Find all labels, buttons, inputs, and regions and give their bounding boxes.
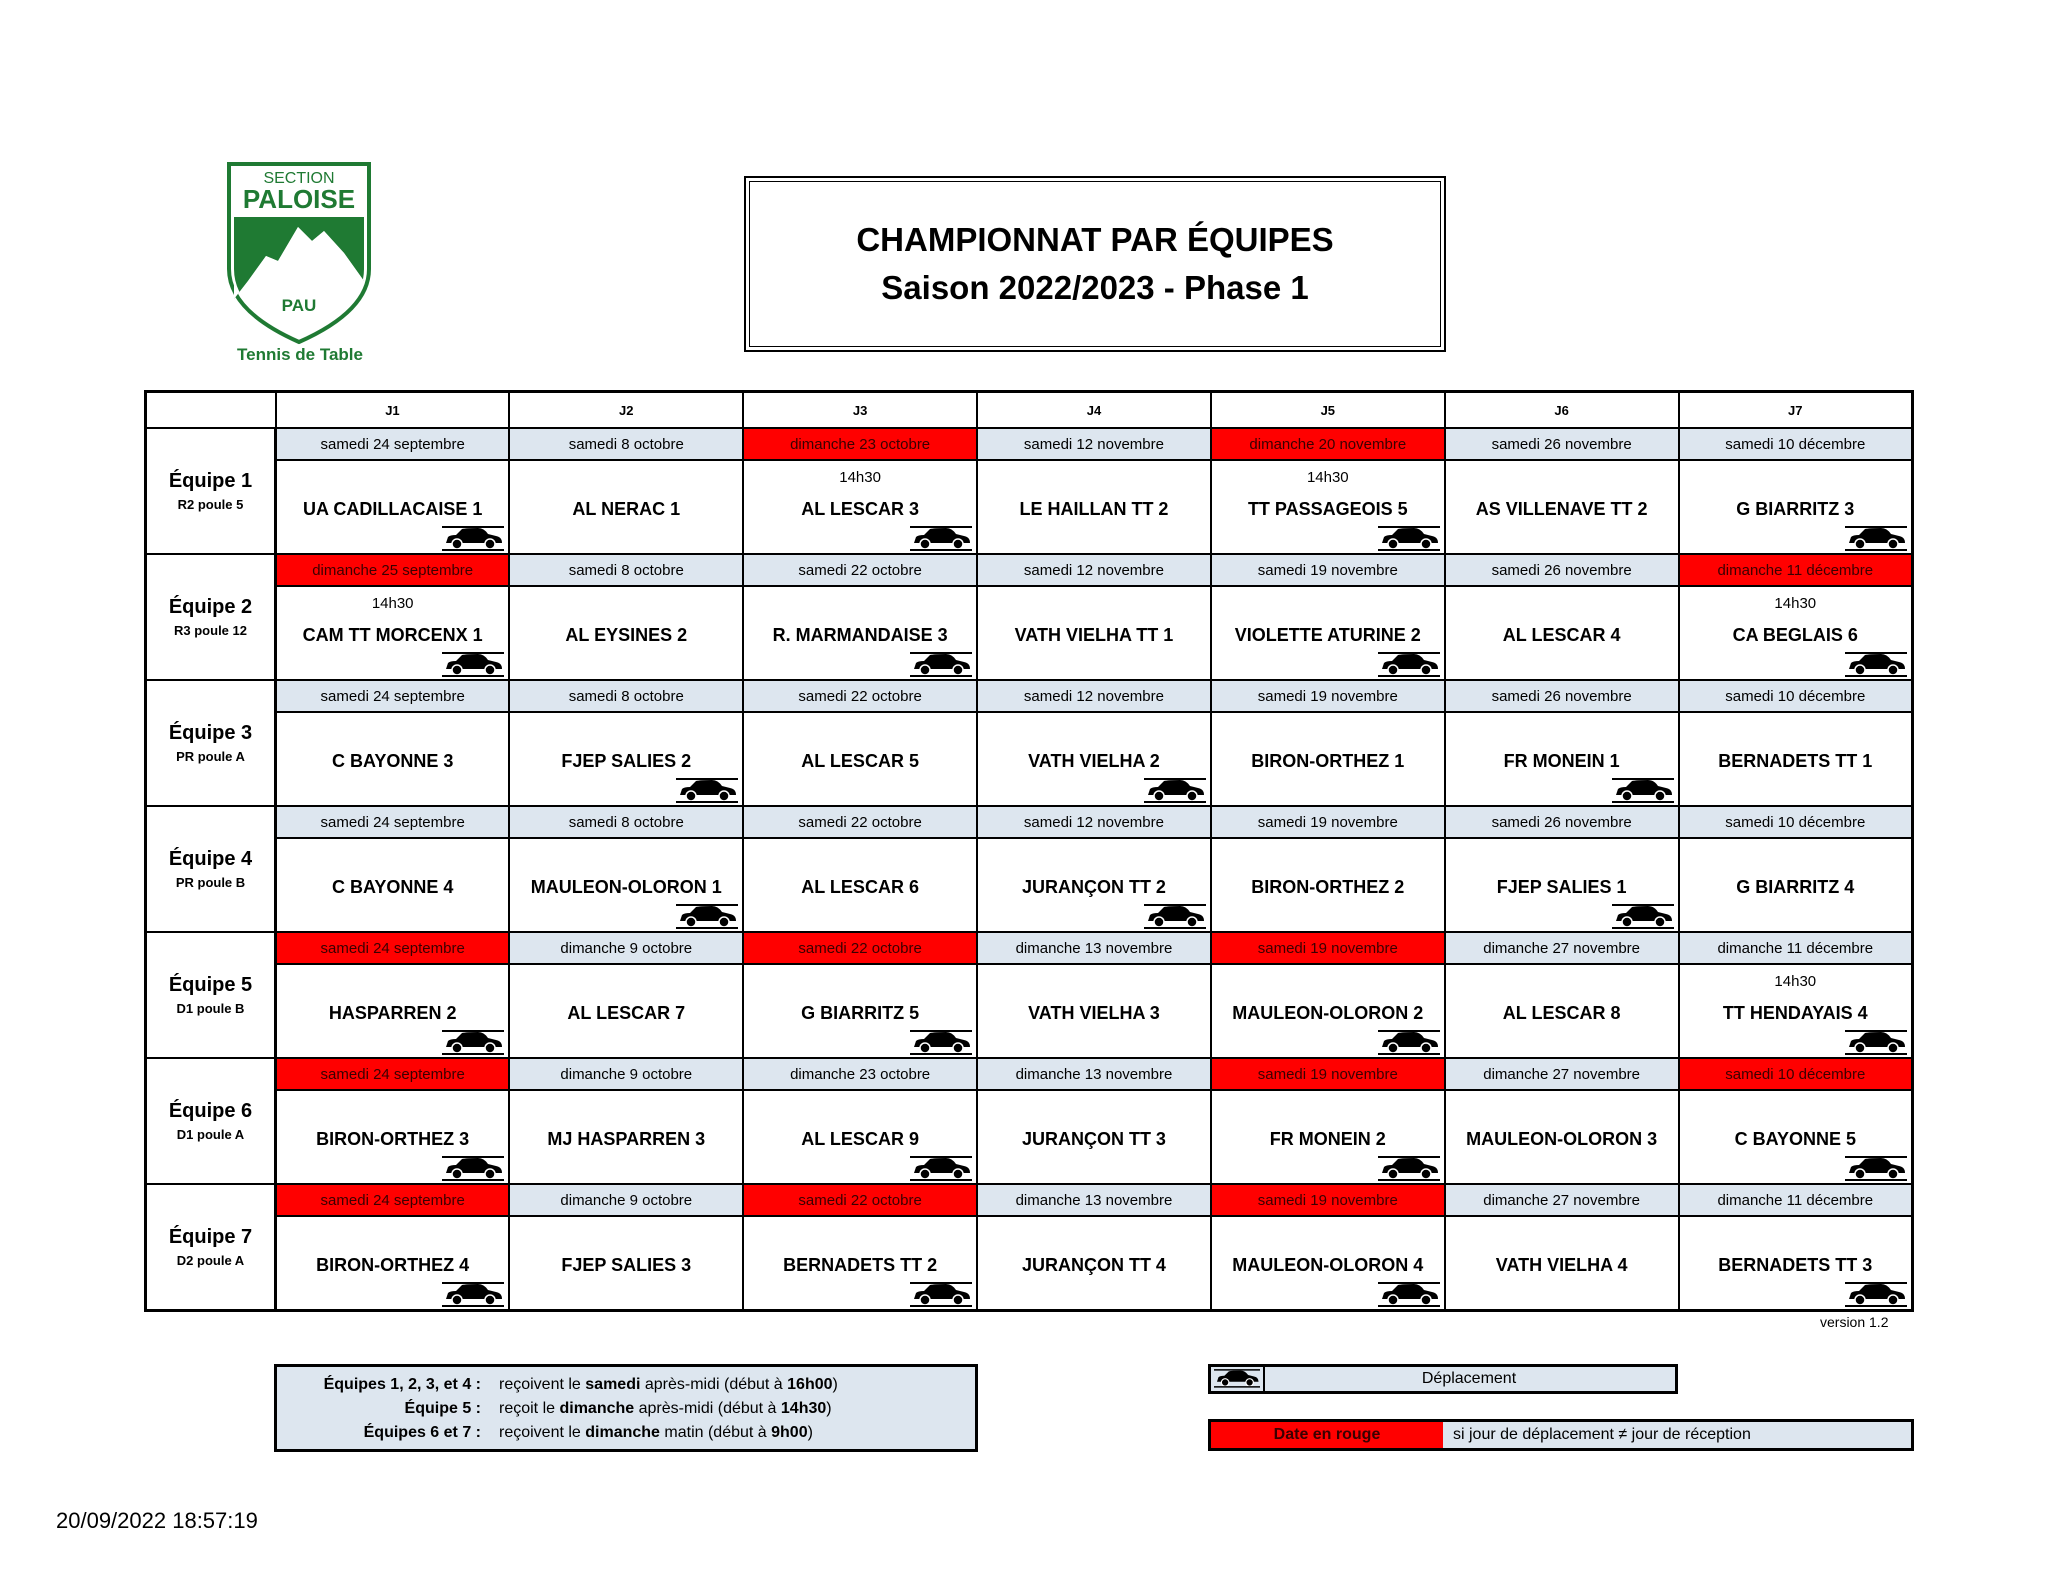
match-cell	[1211, 712, 1445, 806]
car-icon	[1378, 651, 1440, 677]
car-icon	[1845, 1029, 1907, 1055]
column-header: J6	[1445, 392, 1679, 429]
legend-key: Équipes 6 et 7 :	[363, 1424, 481, 1441]
opponent-name: VATH VIELHA TT 1	[1014, 625, 1174, 645]
match-cell	[1445, 1216, 1679, 1311]
match-date: samedi 24 septembre	[276, 806, 510, 838]
car-icon	[1845, 651, 1907, 677]
column-header: J1	[276, 392, 510, 429]
match-row	[146, 712, 1913, 806]
car-icon	[1144, 903, 1206, 929]
opponent-name: LE HAILLAN TT 2	[1019, 499, 1169, 519]
car-icon	[1378, 1029, 1440, 1055]
team-name: Équipe 5	[168, 974, 253, 996]
match-cell	[1679, 964, 1913, 1058]
match-cell	[977, 1090, 1211, 1184]
match-date: dimanche 9 octobre	[509, 932, 743, 964]
corner-cell	[146, 392, 276, 429]
match-cell	[743, 1090, 977, 1184]
match-date: samedi 12 novembre	[977, 680, 1211, 712]
page-title: CHAMPIONNAT PAR ÉQUIPES	[856, 221, 1334, 258]
car-icon	[1144, 777, 1206, 803]
team-division: PR poule A	[176, 749, 245, 764]
match-cell	[509, 712, 743, 806]
opponent-name: CA BEGLAIS 6	[1732, 625, 1858, 645]
legend-row	[277, 1397, 975, 1421]
car-icon	[910, 1155, 972, 1181]
opponent-name: JURANÇON TT 3	[1021, 1129, 1166, 1149]
match-cell	[1445, 1090, 1679, 1184]
match-date: samedi 12 novembre	[977, 806, 1211, 838]
match-cell	[509, 586, 743, 680]
opponent-name: HASPARREN 2	[328, 1003, 457, 1023]
match-row	[146, 838, 1913, 932]
match-date: samedi 22 octobre	[743, 554, 977, 586]
opponent-name: BERNADETS TT 2	[783, 1255, 938, 1275]
match-time: 14h30	[371, 595, 414, 612]
match-date: dimanche 13 novembre	[977, 1184, 1211, 1216]
legend-row	[277, 1421, 975, 1445]
match-cell	[743, 964, 977, 1058]
match-date: samedi 19 novembre	[1211, 806, 1445, 838]
match-cell	[977, 460, 1211, 554]
car-icon	[1845, 1155, 1907, 1181]
date-row	[146, 932, 1913, 964]
opponent-name: AL LESCAR 3	[801, 499, 919, 519]
car-icon	[1378, 525, 1440, 551]
match-cell	[1445, 964, 1679, 1058]
date-row	[146, 554, 1913, 586]
logo-line2: PALOISE	[242, 184, 356, 214]
match-cell	[1211, 838, 1445, 932]
match-cell	[1445, 838, 1679, 932]
column-header: J5	[1211, 392, 1445, 429]
date-row	[146, 806, 1913, 838]
match-date: samedi 8 octobre	[509, 806, 743, 838]
team-name: Équipe 6	[168, 1100, 253, 1122]
opponent-name: VATH VIELHA 4	[1495, 1255, 1628, 1275]
logo-line3: PAU	[281, 296, 317, 315]
opponent-name: AL NERAC 1	[572, 499, 681, 519]
match-time: 14h30	[1774, 595, 1817, 612]
legend-key: Équipe 5 :	[404, 1400, 481, 1417]
match-date: dimanche 23 octobre	[743, 1058, 977, 1090]
match-date: samedi 10 décembre	[1679, 428, 1913, 460]
logo-line1: SECTION	[263, 170, 335, 187]
column-header: J3	[743, 392, 977, 429]
match-date: dimanche 23 octobre	[743, 428, 977, 460]
opponent-name: MAULEON-OLORON 4	[1232, 1255, 1424, 1275]
date-row	[146, 1058, 1913, 1090]
club-logo	[226, 161, 372, 345]
opponent-name: TT PASSAGEOIS 5	[1247, 499, 1408, 519]
opponent-name: JURANÇON TT 4	[1021, 1255, 1166, 1275]
match-date: samedi 26 novembre	[1445, 806, 1679, 838]
team-cell	[146, 806, 276, 932]
header-row	[146, 392, 1913, 429]
match-cell	[276, 586, 510, 680]
match-date: samedi 12 novembre	[977, 554, 1211, 586]
team-name: Équipe 7	[168, 1226, 253, 1248]
match-date: samedi 19 novembre	[1211, 932, 1445, 964]
match-date: samedi 19 novembre	[1211, 554, 1445, 586]
team-cell	[146, 680, 276, 806]
home-schedule-legend	[274, 1364, 978, 1452]
match-cell	[1679, 838, 1913, 932]
match-date: samedi 26 novembre	[1445, 554, 1679, 586]
opponent-name: AL LESCAR 7	[567, 1003, 686, 1023]
match-cell	[977, 586, 1211, 680]
match-cell	[1445, 460, 1679, 554]
team-division: D1 poule B	[176, 1001, 245, 1016]
team-division: D2 poule A	[176, 1253, 245, 1268]
match-date: samedi 22 octobre	[743, 806, 977, 838]
match-date: samedi 19 novembre	[1211, 1184, 1445, 1216]
opponent-name: CAM TT MORCENX 1	[302, 625, 483, 645]
car-icon	[1211, 1367, 1265, 1391]
match-cell	[743, 1216, 977, 1311]
match-row	[146, 964, 1913, 1058]
match-date: samedi 10 décembre	[1679, 806, 1913, 838]
opponent-name: BIRON-ORTHEZ 2	[1251, 877, 1405, 897]
opponent-name: FJEP SALIES 3	[561, 1255, 692, 1275]
match-date: dimanche 9 octobre	[509, 1058, 743, 1090]
car-icon	[676, 903, 738, 929]
date-row	[146, 680, 1913, 712]
page-subtitle: Saison 2022/2023 - Phase 1	[881, 269, 1309, 306]
match-cell	[977, 838, 1211, 932]
match-cell	[276, 838, 510, 932]
opponent-name: FR MONEIN 2	[1269, 1129, 1386, 1149]
opponent-name: C BAYONNE 3	[331, 751, 454, 771]
match-date: dimanche 11 décembre	[1679, 1184, 1913, 1216]
car-icon	[442, 525, 504, 551]
car-icon	[1612, 903, 1674, 929]
match-cell	[977, 964, 1211, 1058]
opponent-name: AL LESCAR 6	[801, 877, 919, 897]
match-cell	[1211, 586, 1445, 680]
match-cell	[509, 460, 743, 554]
match-cell	[1211, 964, 1445, 1058]
legend-value: reçoit le dimanche après-midi (début à 14h30)	[499, 1400, 832, 1417]
match-date: dimanche 13 novembre	[977, 932, 1211, 964]
opponent-name: UA CADILLACAISE 1	[303, 499, 483, 519]
opponent-name: AL LESCAR 9	[801, 1129, 919, 1149]
opponent-name: FR MONEIN 1	[1503, 751, 1620, 771]
match-cell	[276, 712, 510, 806]
match-row	[146, 586, 1913, 680]
match-cell	[509, 1090, 743, 1184]
opponent-name: BERNADETS TT 1	[1718, 751, 1873, 771]
match-date: dimanche 27 novembre	[1445, 1184, 1679, 1216]
opponent-name: G BIARRITZ 4	[1736, 877, 1855, 897]
opponent-name: BIRON-ORTHEZ 1	[1251, 751, 1405, 771]
team-division: R3 poule 12	[174, 623, 247, 638]
team-name: Équipe 4	[168, 848, 253, 870]
car-icon	[910, 1029, 972, 1055]
red-date-label: Date en rouge	[1211, 1422, 1443, 1448]
match-cell	[509, 838, 743, 932]
team-name: Équipe 2	[168, 596, 253, 618]
version-label: version 1.2	[1820, 1314, 1889, 1330]
match-cell	[743, 586, 977, 680]
match-row	[146, 1216, 1913, 1311]
column-header: J7	[1679, 392, 1913, 429]
opponent-name: MAULEON-OLORON 2	[1232, 1003, 1424, 1023]
team-cell	[146, 554, 276, 680]
team-cell	[146, 1058, 276, 1184]
opponent-name: VATH VIELHA 3	[1028, 1003, 1160, 1023]
match-date: dimanche 25 septembre	[276, 554, 510, 586]
match-cell	[1211, 460, 1445, 554]
opponent-name: C BAYONNE 4	[331, 877, 454, 897]
team-division: D1 poule A	[176, 1127, 245, 1142]
opponent-name: BIRON-ORTHEZ 3	[316, 1129, 470, 1149]
match-date: dimanche 13 novembre	[977, 1058, 1211, 1090]
match-cell	[1679, 586, 1913, 680]
car-icon	[1845, 525, 1907, 551]
opponent-name: C BAYONNE 5	[1734, 1129, 1856, 1149]
opponent-name: BERNADETS TT 3	[1718, 1255, 1873, 1275]
match-cell	[509, 964, 743, 1058]
match-date: dimanche 20 novembre	[1211, 428, 1445, 460]
match-cell	[1211, 1090, 1445, 1184]
car-icon	[1378, 1155, 1440, 1181]
match-date: samedi 8 octobre	[509, 680, 743, 712]
opponent-name: TT HENDAYAIS 4	[1722, 1003, 1868, 1023]
title-box	[744, 176, 1446, 352]
match-date: samedi 22 octobre	[743, 680, 977, 712]
match-cell	[977, 1216, 1211, 1311]
match-date: samedi 24 septembre	[276, 1058, 510, 1090]
match-date: dimanche 27 novembre	[1445, 1058, 1679, 1090]
car-icon	[1612, 777, 1674, 803]
travel-legend-label: Déplacement	[1421, 1370, 1517, 1387]
red-date-text: si jour de déplacement ≠ jour de réception	[1453, 1426, 1751, 1443]
team-name: Équipe 1	[168, 470, 253, 492]
legend-value: reçoivent le dimanche matin (début à 9h00)	[499, 1424, 813, 1441]
car-icon	[442, 1029, 504, 1055]
date-row	[146, 428, 1913, 460]
travel-legend	[1208, 1364, 1678, 1394]
match-cell	[1445, 586, 1679, 680]
legend-value: reçoivent le samedi après-midi (début à 16h00)	[499, 1376, 838, 1393]
logo-caption: Tennis de Table	[237, 345, 363, 364]
opponent-name: BIRON-ORTHEZ 4	[316, 1255, 470, 1275]
opponent-name: MAULEON-OLORON 1	[530, 877, 722, 897]
team-cell	[146, 932, 276, 1058]
print-timestamp: 20/09/2022 18:57:19	[56, 1508, 258, 1533]
match-cell	[1679, 1090, 1913, 1184]
match-cell	[1679, 1216, 1913, 1311]
match-time: 14h30	[1306, 469, 1349, 486]
match-row	[146, 1090, 1913, 1184]
match-time: 14h30	[839, 469, 881, 486]
opponent-name: AL EYSINES 2	[565, 625, 688, 645]
legend-row	[277, 1373, 975, 1397]
opponent-name: R. MARMANDAISE 3	[772, 625, 948, 645]
match-cell	[276, 1216, 510, 1311]
opponent-name: AS VILLENAVE TT 2	[1475, 499, 1648, 519]
match-date: samedi 24 septembre	[276, 428, 510, 460]
opponent-name: MAULEON-OLORON 3	[1466, 1129, 1658, 1149]
match-cell	[509, 1216, 743, 1311]
car-icon	[676, 777, 738, 803]
team-division: PR poule B	[175, 875, 246, 890]
match-cell	[743, 838, 977, 932]
match-cell	[1211, 1216, 1445, 1311]
column-header: J2	[509, 392, 743, 429]
match-date: samedi 24 septembre	[276, 680, 510, 712]
match-date: dimanche 27 novembre	[1445, 932, 1679, 964]
opponent-name: AL LESCAR 8	[1502, 1003, 1621, 1023]
match-cell	[276, 1090, 510, 1184]
car-icon	[910, 525, 972, 551]
match-date: dimanche 11 décembre	[1679, 554, 1913, 586]
car-icon	[442, 651, 504, 677]
opponent-name: G BIARRITZ 3	[1736, 499, 1855, 519]
match-date: samedi 24 septembre	[276, 932, 510, 964]
match-date: samedi 12 novembre	[977, 428, 1211, 460]
car-icon	[1378, 1281, 1440, 1307]
date-row	[146, 1184, 1913, 1216]
match-date: samedi 22 octobre	[743, 1184, 977, 1216]
car-icon	[1845, 1281, 1907, 1307]
match-cell	[1445, 712, 1679, 806]
match-row	[146, 460, 1913, 554]
match-date: samedi 10 décembre	[1679, 680, 1913, 712]
column-header: J4	[977, 392, 1211, 429]
match-cell	[743, 712, 977, 806]
match-cell	[276, 964, 510, 1058]
match-date: samedi 8 octobre	[509, 554, 743, 586]
legend-key: Équipes 1, 2, 3, et 4 :	[323, 1376, 481, 1393]
match-date: samedi 19 novembre	[1211, 680, 1445, 712]
match-date: samedi 8 octobre	[509, 428, 743, 460]
match-cell	[743, 460, 977, 554]
match-date: dimanche 9 octobre	[509, 1184, 743, 1216]
opponent-name: FJEP SALIES 1	[1496, 877, 1627, 897]
schedule-table	[144, 390, 1914, 1312]
car-icon	[442, 1155, 504, 1181]
opponent-name: FJEP SALIES 2	[561, 751, 692, 771]
match-date: samedi 26 novembre	[1445, 680, 1679, 712]
team-cell	[146, 428, 276, 554]
opponent-name: VATH VIELHA 2	[1028, 751, 1160, 771]
team-cell	[146, 1184, 276, 1311]
match-cell	[1679, 460, 1913, 554]
match-cell	[977, 712, 1211, 806]
red-date-legend	[1208, 1419, 1914, 1451]
opponent-name: AL LESCAR 5	[801, 751, 919, 771]
team-name: Équipe 3	[168, 722, 253, 744]
car-icon	[910, 651, 972, 677]
opponent-name: MJ HASPARREN 3	[547, 1129, 706, 1149]
match-cell	[1679, 712, 1913, 806]
opponent-name: VIOLETTE ATURINE 2	[1234, 625, 1421, 645]
match-cell	[276, 460, 510, 554]
match-date: samedi 10 décembre	[1679, 1058, 1913, 1090]
car-icon	[910, 1281, 972, 1307]
match-date: dimanche 11 décembre	[1679, 932, 1913, 964]
match-date: samedi 24 septembre	[276, 1184, 510, 1216]
car-icon	[442, 1281, 504, 1307]
match-time: 14h30	[1774, 973, 1817, 990]
match-date: samedi 26 novembre	[1445, 428, 1679, 460]
opponent-name: AL LESCAR 4	[1502, 625, 1621, 645]
opponent-name: JURANÇON TT 2	[1021, 877, 1166, 897]
opponent-name: G BIARRITZ 5	[801, 1003, 920, 1023]
match-date: samedi 22 octobre	[743, 932, 977, 964]
match-date: samedi 19 novembre	[1211, 1058, 1445, 1090]
team-division: R2 poule 5	[177, 497, 244, 512]
